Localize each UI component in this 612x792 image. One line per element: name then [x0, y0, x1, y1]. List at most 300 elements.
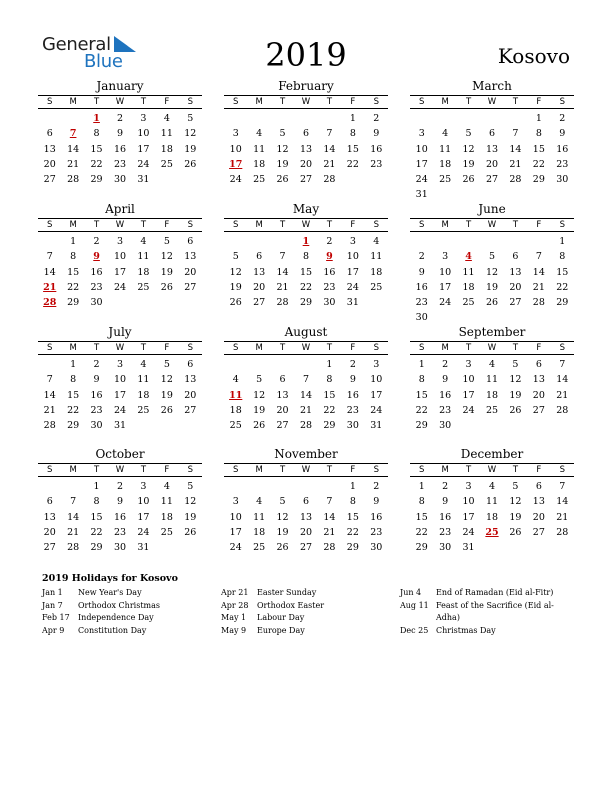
- day: 16: [113, 511, 127, 523]
- day: 29: [415, 542, 428, 554]
- day: 22: [346, 526, 359, 538]
- weekday-label: W: [301, 465, 311, 475]
- day-grid: [224, 234, 388, 310]
- month-title: March: [472, 79, 512, 93]
- holiday-row: [221, 612, 401, 625]
- empty-cell: [224, 479, 247, 494]
- day: 31: [113, 420, 127, 432]
- day: 26: [184, 158, 197, 170]
- weekday-label: F: [536, 343, 542, 353]
- weekday-header: [410, 463, 574, 477]
- weekday-header: [410, 95, 574, 109]
- empty-cell: [410, 111, 433, 126]
- weekday-label: F: [164, 465, 170, 475]
- day: 14: [43, 266, 56, 278]
- day: 20: [253, 281, 266, 293]
- day: 27: [184, 404, 197, 416]
- day: 7: [512, 128, 519, 140]
- day: 13: [276, 389, 289, 401]
- day: 9: [418, 266, 425, 278]
- day: 21: [556, 389, 569, 401]
- day: 20: [532, 389, 545, 401]
- day: 14: [67, 143, 80, 155]
- weekday-label: T: [512, 97, 519, 107]
- empty-cell: [224, 234, 247, 249]
- empty-cell: [247, 479, 270, 494]
- day: 10: [415, 143, 428, 155]
- holidays-title: 2019 Holidays for Kosovo: [42, 573, 178, 584]
- day: 13: [532, 496, 545, 508]
- day: 15: [346, 143, 359, 155]
- day: 6: [46, 128, 53, 140]
- month-november: [224, 447, 388, 555]
- weekday-label: S: [373, 97, 379, 107]
- day: 23: [90, 404, 103, 416]
- empty-cell: [61, 479, 84, 494]
- day: 28: [323, 542, 336, 554]
- day: 25: [439, 174, 452, 186]
- day: 8: [559, 251, 566, 263]
- day: 15: [90, 511, 103, 523]
- day: 20: [184, 389, 197, 401]
- day: 23: [439, 526, 452, 538]
- day: 7: [70, 496, 77, 508]
- weekday-label: M: [255, 465, 263, 475]
- day: 23: [556, 158, 569, 170]
- day-grid: [410, 111, 574, 203]
- day: 24: [229, 542, 242, 554]
- weekday-label: T: [140, 343, 147, 353]
- day: 3: [116, 236, 124, 247]
- day-grid: [224, 357, 388, 433]
- weekday-label: M: [69, 465, 77, 475]
- day: 8: [349, 496, 356, 508]
- day: 14: [532, 266, 545, 278]
- day: 1: [70, 359, 77, 370]
- day: 23: [370, 158, 383, 170]
- day: 9: [93, 374, 100, 386]
- day: 15: [90, 143, 103, 155]
- day: 17: [370, 389, 383, 401]
- day: 20: [276, 404, 289, 416]
- day: 29: [415, 420, 428, 432]
- day: 20: [184, 266, 197, 278]
- weekday-label: S: [419, 343, 425, 353]
- day: 10: [113, 374, 127, 386]
- weekday-label: W: [301, 343, 311, 353]
- day: 8: [70, 374, 77, 386]
- day: 19: [462, 158, 475, 170]
- day: 2: [418, 251, 425, 263]
- day: 23: [323, 281, 336, 293]
- day: 22: [556, 281, 569, 293]
- weekday-label: S: [47, 220, 53, 230]
- empty-cell: [480, 234, 503, 249]
- weekday-label: F: [350, 97, 356, 107]
- day: 16: [439, 389, 452, 401]
- day: 3: [418, 128, 425, 140]
- weekday-label: F: [536, 465, 542, 475]
- day: 4: [256, 496, 263, 508]
- day: 28: [509, 174, 522, 186]
- day: 3: [373, 359, 380, 370]
- day: 8: [418, 374, 425, 386]
- weekday-label: T: [512, 343, 519, 353]
- day: 18: [137, 266, 150, 278]
- holiday-day: 25: [485, 526, 499, 538]
- day: 1: [418, 481, 425, 492]
- day: 16: [323, 266, 336, 278]
- day: 23: [415, 297, 428, 309]
- day: 23: [113, 158, 127, 170]
- day: 31: [370, 420, 383, 432]
- weekday-label: T: [279, 97, 286, 107]
- day: 25: [229, 420, 242, 432]
- day: 30: [346, 420, 359, 432]
- weekday-label: M: [69, 97, 77, 107]
- month-title: September: [458, 325, 526, 339]
- day: 14: [67, 511, 80, 523]
- weekday-label: T: [140, 97, 147, 107]
- day: 12: [509, 374, 522, 386]
- day: 15: [346, 511, 359, 523]
- weekday-label: W: [301, 220, 311, 230]
- day: 6: [488, 128, 496, 140]
- day: 5: [187, 113, 194, 124]
- month-title: April: [105, 202, 135, 216]
- day: 18: [137, 389, 150, 401]
- day: 17: [137, 143, 150, 155]
- empty-cell: [504, 111, 527, 126]
- day: 24: [113, 404, 127, 416]
- day: 22: [67, 404, 80, 416]
- day-grid: [38, 234, 202, 310]
- weekday-label: M: [69, 220, 77, 230]
- day: 5: [279, 128, 286, 140]
- weekday-label: S: [233, 220, 239, 230]
- day: 23: [370, 526, 383, 538]
- holiday-day: 1: [93, 113, 100, 124]
- day: 9: [559, 128, 566, 140]
- day: 7: [559, 481, 566, 492]
- empty-cell: [457, 111, 480, 126]
- day: 24: [113, 281, 127, 293]
- holiday-row: [221, 600, 401, 613]
- holiday-row: [221, 587, 401, 600]
- day: 24: [137, 526, 150, 538]
- empty-cell: [410, 234, 433, 249]
- day: 17: [113, 389, 127, 401]
- weekday-label: S: [233, 465, 239, 475]
- holiday-date: Apr 21: [221, 588, 249, 597]
- weekday-label: W: [487, 97, 497, 107]
- day: 7: [279, 251, 286, 263]
- day: 12: [160, 251, 173, 263]
- day: 25: [462, 297, 475, 309]
- day: 14: [556, 374, 569, 386]
- day: 21: [67, 526, 80, 538]
- day: 9: [373, 128, 380, 140]
- day: 12: [276, 511, 289, 523]
- day: 15: [67, 389, 80, 401]
- day-grid: [38, 111, 202, 187]
- day: 10: [346, 251, 359, 263]
- day: 25: [160, 158, 173, 170]
- day: 12: [462, 143, 475, 155]
- day: 17: [113, 266, 127, 278]
- weekday-label: T: [465, 465, 472, 475]
- day: 8: [418, 496, 425, 508]
- day: 25: [253, 542, 266, 554]
- weekday-label: S: [559, 220, 565, 230]
- weekday-label: M: [441, 97, 449, 107]
- day: 17: [137, 511, 150, 523]
- day: 13: [299, 511, 313, 523]
- weekday-label: T: [279, 465, 286, 475]
- empty-cell: [271, 479, 294, 494]
- empty-cell: [271, 357, 294, 372]
- empty-cell: [38, 234, 61, 249]
- day: 30: [439, 542, 452, 554]
- month-title: July: [108, 325, 132, 339]
- day: 10: [462, 496, 475, 508]
- day: 16: [439, 511, 452, 523]
- day: 5: [187, 481, 194, 492]
- day: 27: [532, 526, 545, 538]
- day: 20: [43, 526, 56, 538]
- day: 28: [67, 542, 80, 554]
- day: 16: [415, 281, 428, 293]
- holiday-date: Jan 7: [42, 600, 63, 610]
- day: 19: [229, 281, 242, 293]
- day: 6: [256, 251, 263, 263]
- day: 16: [90, 266, 103, 278]
- day-grid: [38, 479, 202, 555]
- day: 15: [67, 266, 80, 278]
- day: 4: [140, 359, 147, 370]
- holiday-day: 7: [69, 128, 77, 140]
- day: 22: [90, 158, 103, 170]
- day-grid: [410, 479, 574, 555]
- weekday-label: T: [93, 465, 100, 475]
- day: 11: [160, 496, 173, 508]
- day: 24: [415, 174, 428, 186]
- day: 26: [184, 526, 197, 538]
- weekday-label: T: [140, 220, 147, 230]
- weekday-label: S: [187, 220, 193, 230]
- day: 11: [160, 128, 173, 140]
- day: 31: [137, 542, 150, 554]
- day: 21: [43, 404, 56, 416]
- day: 7: [46, 251, 53, 263]
- day: 17: [439, 281, 452, 293]
- month-title: June: [478, 202, 506, 216]
- day: 25: [137, 281, 150, 293]
- day: 30: [439, 420, 452, 432]
- day: 19: [160, 266, 173, 278]
- day: 26: [160, 404, 173, 416]
- day: 12: [229, 266, 242, 278]
- day: 18: [370, 266, 383, 278]
- day: 26: [509, 526, 522, 538]
- day: 1: [93, 481, 100, 492]
- month-june: [410, 202, 574, 326]
- weekday-label: M: [441, 343, 449, 353]
- day: 23: [439, 404, 452, 416]
- day: 5: [163, 359, 170, 370]
- empty-cell: [247, 357, 270, 372]
- month-title: August: [284, 325, 328, 339]
- day: 14: [556, 496, 569, 508]
- day: 3: [232, 496, 239, 508]
- day: 4: [256, 128, 263, 140]
- day: 13: [532, 374, 545, 386]
- day: 20: [299, 526, 313, 538]
- weekday-label: F: [350, 343, 356, 353]
- weekday-label: S: [373, 465, 379, 475]
- day: 26: [276, 174, 289, 186]
- holiday-date: Apr 9: [42, 625, 65, 635]
- day: 6: [46, 496, 53, 508]
- day: 29: [323, 420, 336, 432]
- weekday-label: S: [559, 343, 565, 353]
- day: 28: [43, 420, 56, 432]
- day: 28: [276, 297, 289, 309]
- day: 17: [415, 158, 428, 170]
- month-title: January: [96, 79, 144, 93]
- day: 13: [253, 266, 266, 278]
- weekday-label: F: [164, 343, 170, 353]
- weekday-label: S: [419, 465, 425, 475]
- weekday-header: [38, 463, 202, 477]
- weekday-header: [224, 463, 388, 477]
- day: 27: [276, 420, 289, 432]
- day: 1: [349, 113, 356, 124]
- day: 20: [43, 158, 56, 170]
- day: 19: [184, 143, 197, 155]
- day-grid: [224, 479, 388, 555]
- day: 30: [415, 312, 428, 324]
- empty-cell: [294, 479, 317, 494]
- weekday-header: [38, 218, 202, 232]
- holiday-name: Orthodox Easter: [257, 600, 325, 610]
- weekday-label: S: [233, 97, 239, 107]
- weekday-label: S: [559, 465, 565, 475]
- day: 18: [485, 511, 499, 523]
- day: 2: [559, 113, 566, 124]
- weekday-label: S: [233, 343, 239, 353]
- day: 29: [67, 297, 80, 309]
- day: 6: [302, 128, 310, 140]
- day: 15: [556, 266, 569, 278]
- day: 13: [485, 143, 499, 155]
- empty-cell: [294, 357, 317, 372]
- holiday-name: Orthodox Christmas: [78, 600, 160, 610]
- day: 4: [488, 481, 496, 492]
- holiday-name: Labour Day: [257, 613, 305, 623]
- day: 18: [229, 404, 242, 416]
- empty-cell: [527, 234, 550, 249]
- weekday-label: T: [326, 465, 333, 475]
- day-grid: [224, 111, 388, 187]
- day: 5: [465, 128, 472, 140]
- day: 22: [67, 281, 80, 293]
- day: 1: [559, 236, 566, 247]
- weekday-label: T: [512, 465, 519, 475]
- weekday-label: T: [465, 343, 472, 353]
- day: 18: [485, 389, 499, 401]
- day: 14: [323, 511, 336, 523]
- day-grid: [38, 357, 202, 433]
- weekday-label: F: [536, 97, 542, 107]
- day: 4: [140, 236, 147, 247]
- empty-cell: [38, 111, 61, 126]
- day: 25: [253, 174, 266, 186]
- day: 11: [439, 143, 452, 155]
- day: 1: [326, 359, 333, 370]
- day: 7: [535, 251, 542, 263]
- day: 22: [323, 404, 336, 416]
- weekday-label: S: [187, 465, 193, 475]
- day: 21: [276, 281, 289, 293]
- day: 27: [299, 174, 313, 186]
- day: 12: [485, 266, 499, 278]
- day: 9: [116, 496, 124, 508]
- empty-cell: [433, 111, 456, 126]
- weekday-label: W: [115, 97, 125, 107]
- day: 29: [90, 542, 103, 554]
- day: 19: [253, 404, 266, 416]
- holiday-day: 17: [229, 158, 243, 170]
- holiday-row: [400, 600, 570, 625]
- month-title: October: [95, 447, 145, 461]
- day: 7: [326, 128, 333, 140]
- day: 20: [509, 281, 522, 293]
- day: 25: [485, 404, 499, 416]
- holiday-name: Constitution Day: [78, 625, 147, 635]
- day: 15: [532, 143, 545, 155]
- day: 16: [90, 389, 103, 401]
- day: 3: [140, 113, 147, 124]
- holiday-date: May 9: [221, 625, 247, 635]
- day: 13: [184, 374, 197, 386]
- day: 27: [532, 404, 545, 416]
- day: 9: [373, 496, 380, 508]
- day: 27: [509, 297, 522, 309]
- holiday-name: End of Ramadan (Eid al-Fitr): [436, 588, 554, 597]
- empty-cell: [480, 111, 503, 126]
- day: 19: [160, 389, 173, 401]
- holidays-column-3: [400, 587, 570, 637]
- day: 3: [465, 359, 472, 370]
- day: 7: [46, 374, 53, 386]
- day: 21: [532, 281, 545, 293]
- month-december: [410, 447, 574, 555]
- weekday-header: [410, 218, 574, 232]
- day: 23: [113, 526, 127, 538]
- weekday-label: T: [93, 97, 100, 107]
- day: 21: [67, 158, 80, 170]
- day: 6: [535, 359, 542, 370]
- weekday-header: [224, 95, 388, 109]
- empty-cell: [504, 234, 527, 249]
- weekday-label: W: [301, 97, 311, 107]
- day: 14: [323, 143, 336, 155]
- day: 16: [370, 143, 383, 155]
- day: 8: [535, 128, 542, 140]
- day: 12: [160, 374, 173, 386]
- holiday-name: Christmas Day: [436, 625, 496, 635]
